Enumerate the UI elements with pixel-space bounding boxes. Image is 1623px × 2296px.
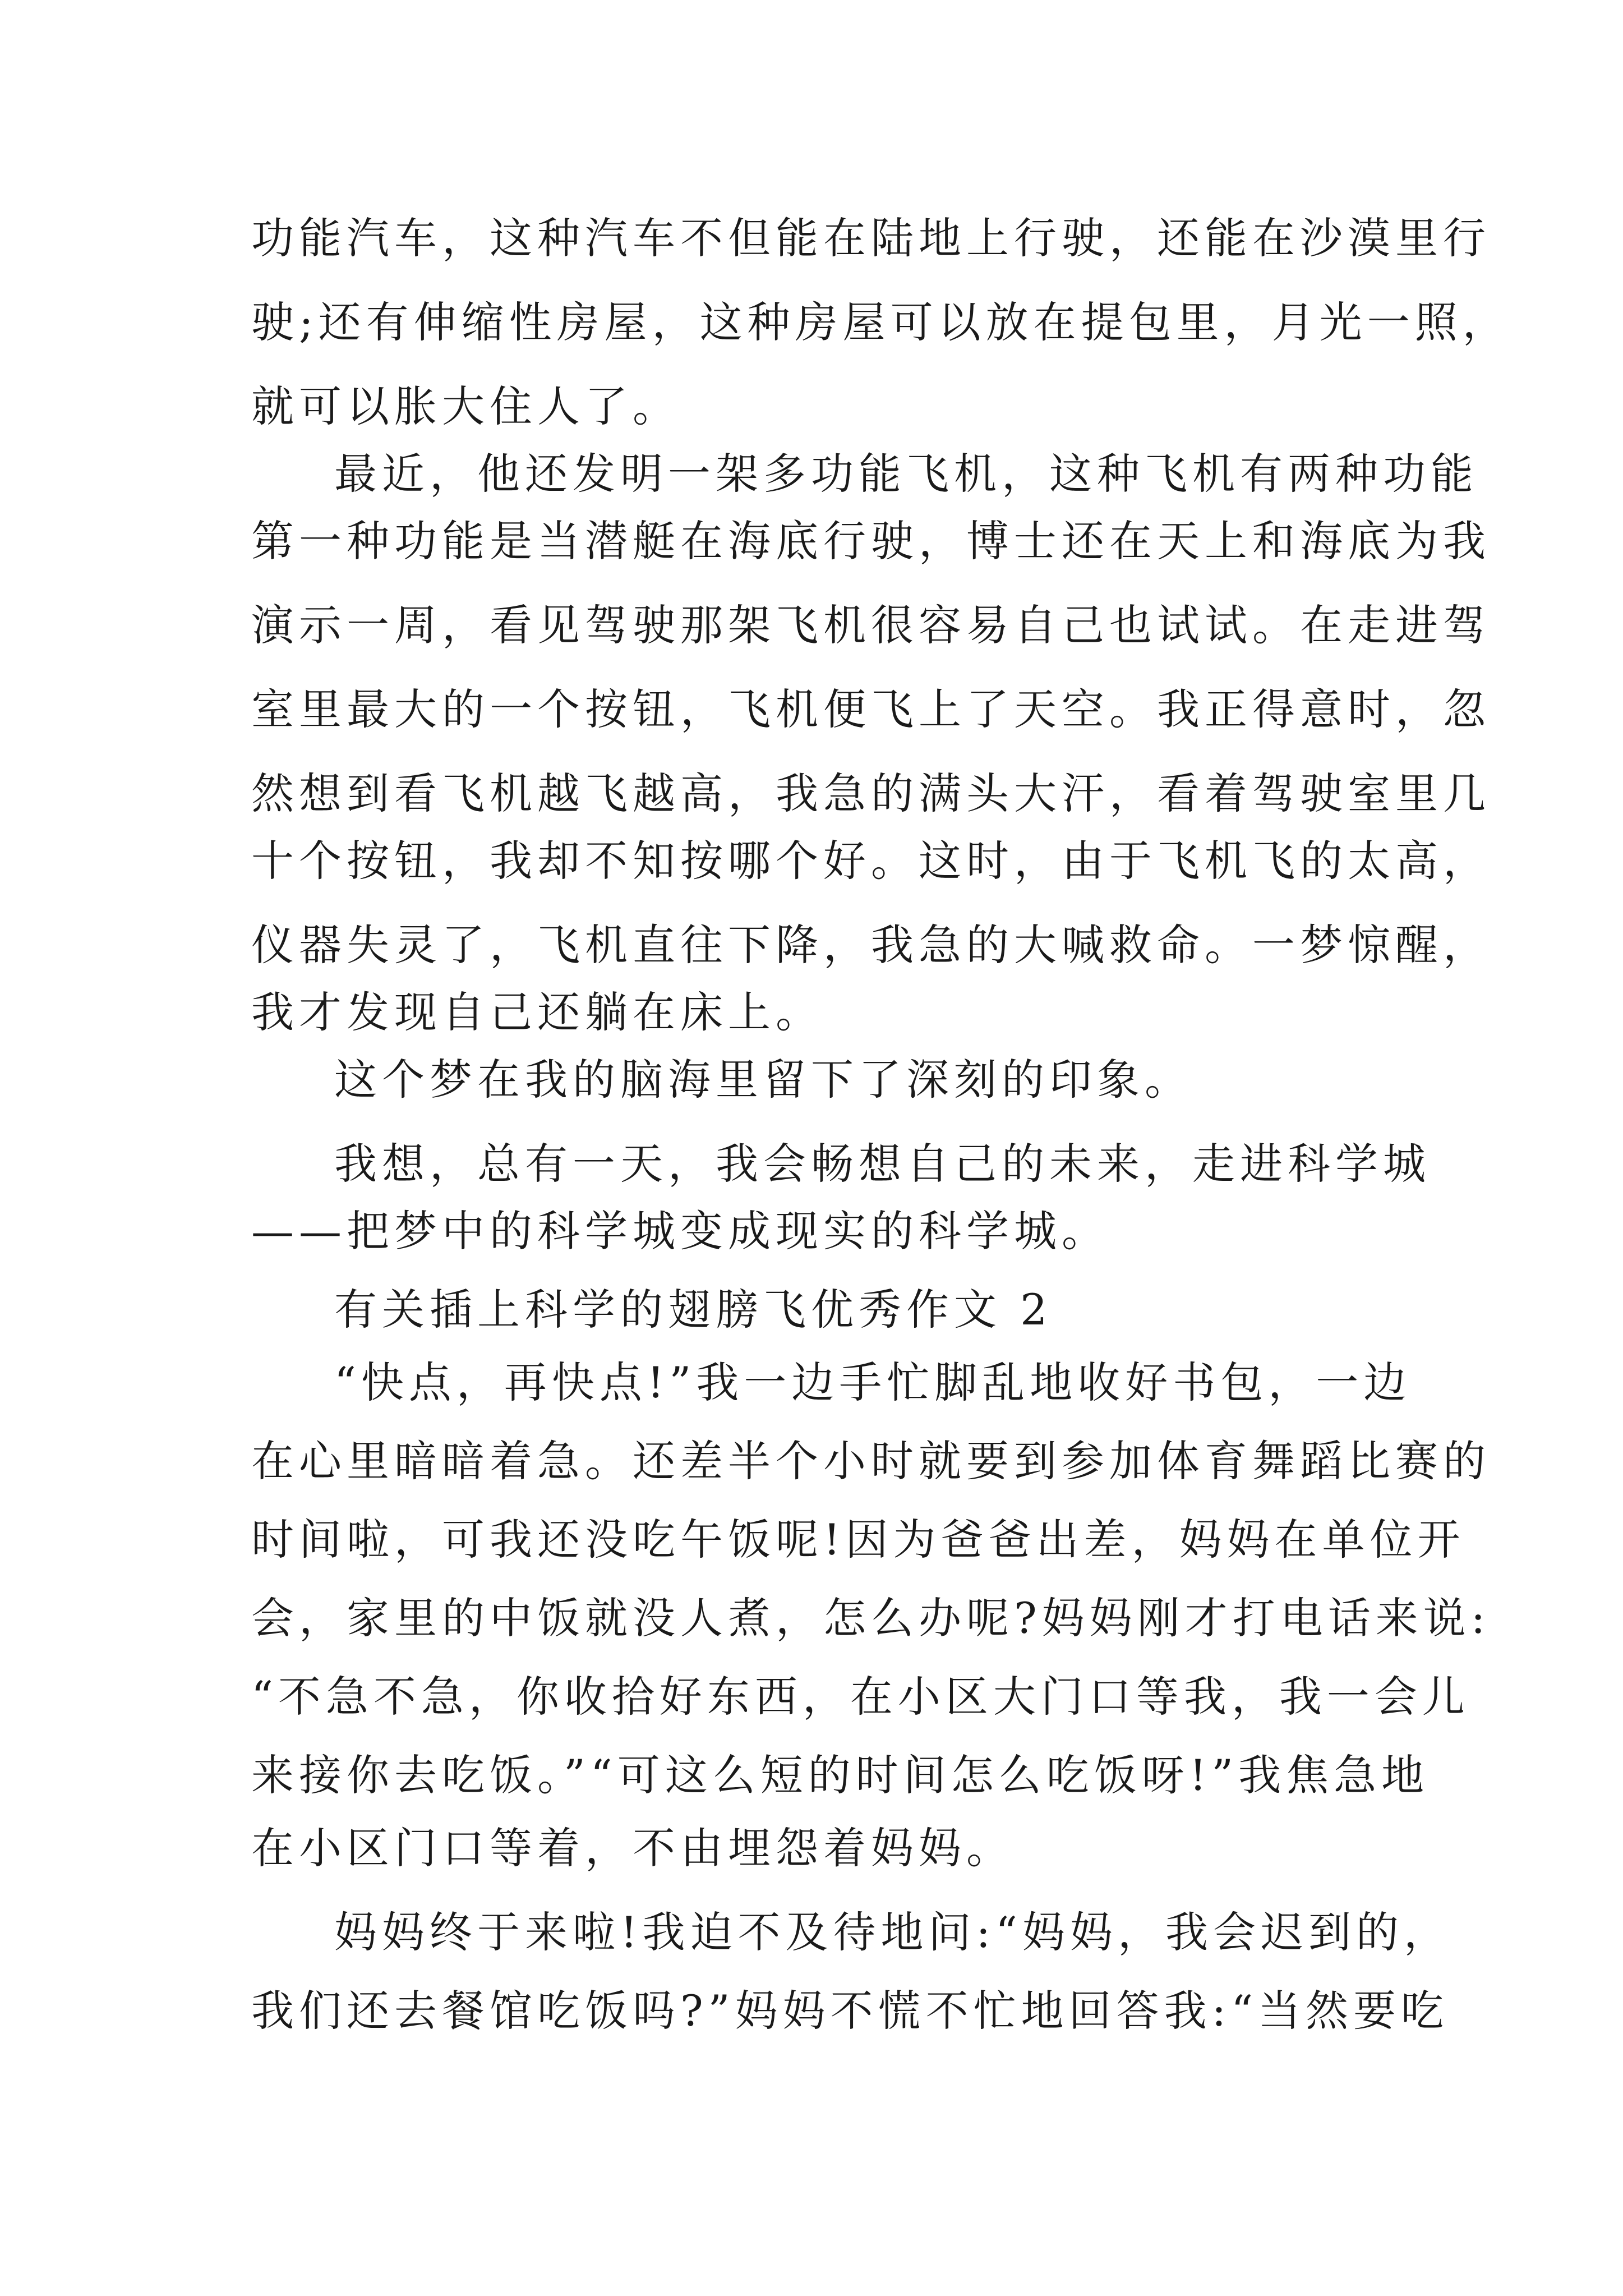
text-line: 来接你去吃饭。”“可这么短的时间怎么吃饭呀!”我焦急地 (251, 1750, 1430, 1800)
text-line: 时间啦，可我还没吃午饭呢!因为爸爸出差，妈妈在单位开 (251, 1515, 1465, 1565)
text-line: 会，家里的中饭就没人煮，怎么办呢?妈妈刚才打电话来说: (251, 1593, 1491, 1643)
text-line: 最近，他还发明一架多功能飞机，这种飞机有两种功能 (334, 449, 1478, 499)
text-line: ——把梦中的科学城变成现实的科学城。 (251, 1206, 1109, 1256)
text-line: 在心里暗暗着急。还差半个小时就要到参加体育舞蹈比赛的 (251, 1436, 1491, 1486)
text-line: 我才发现自己还躺在床上。 (251, 987, 823, 1037)
text-line: 十个按钮，我却不知按哪个好。这时，由于飞机飞的太高， (251, 836, 1491, 886)
text-line: 然想到看飞机越飞越高，我急的满头大汗，看着驾驶室里几 (251, 769, 1491, 818)
text-line: “不急不急，你收拾好东西，在小区大门口等我，我一会儿 (251, 1672, 1470, 1722)
section-heading: 有关插上科学的翅膀飞优秀作文 2 (334, 1285, 1053, 1335)
text-line: 在小区门口等着，不由埋怨着妈妈。 (251, 1823, 1014, 1873)
text-line: 演示一周，看见驾驶那架飞机很容易自己也试试。在走进驾 (251, 600, 1491, 650)
text-line: “快点，再快点!”我一边手忙脚乱地收好书包，一边 (334, 1358, 1412, 1407)
text-line: 第一种功能是当潜艇在海底行驶，博士还在天上和海底为我 (251, 516, 1491, 566)
text-line: 室里最大的一个按钮，飞机便飞上了天空。我正得意时，忽 (251, 684, 1491, 734)
text-line: 妈妈终于来啦!我迫不及待地问:“妈妈，我会迟到的， (334, 1907, 1451, 1957)
text-line: 这个梦在我的脑海里留下了深刻的印象。 (334, 1055, 1192, 1105)
text-line: 我想，总有一天，我会畅想自己的未来，走进科学城 (334, 1139, 1431, 1189)
text-line: 就可以胀大住人了。 (251, 381, 680, 431)
text-line: 仪器失灵了，飞机直往下降，我急的大喊救命。一梦惊醒， (251, 920, 1491, 970)
text-line: 功能汽车，这种汽车不但能在陆地上行驶，还能在沙漠里行 (251, 213, 1491, 263)
text-line: 我们还去餐馆吃饭吗?”妈妈不慌不忙地回答我:“当然要吃 (251, 1986, 1449, 2036)
text-line: 驶;还有伸缩性房屋，这种房屋可以放在提包里，月光一照， (251, 297, 1510, 347)
